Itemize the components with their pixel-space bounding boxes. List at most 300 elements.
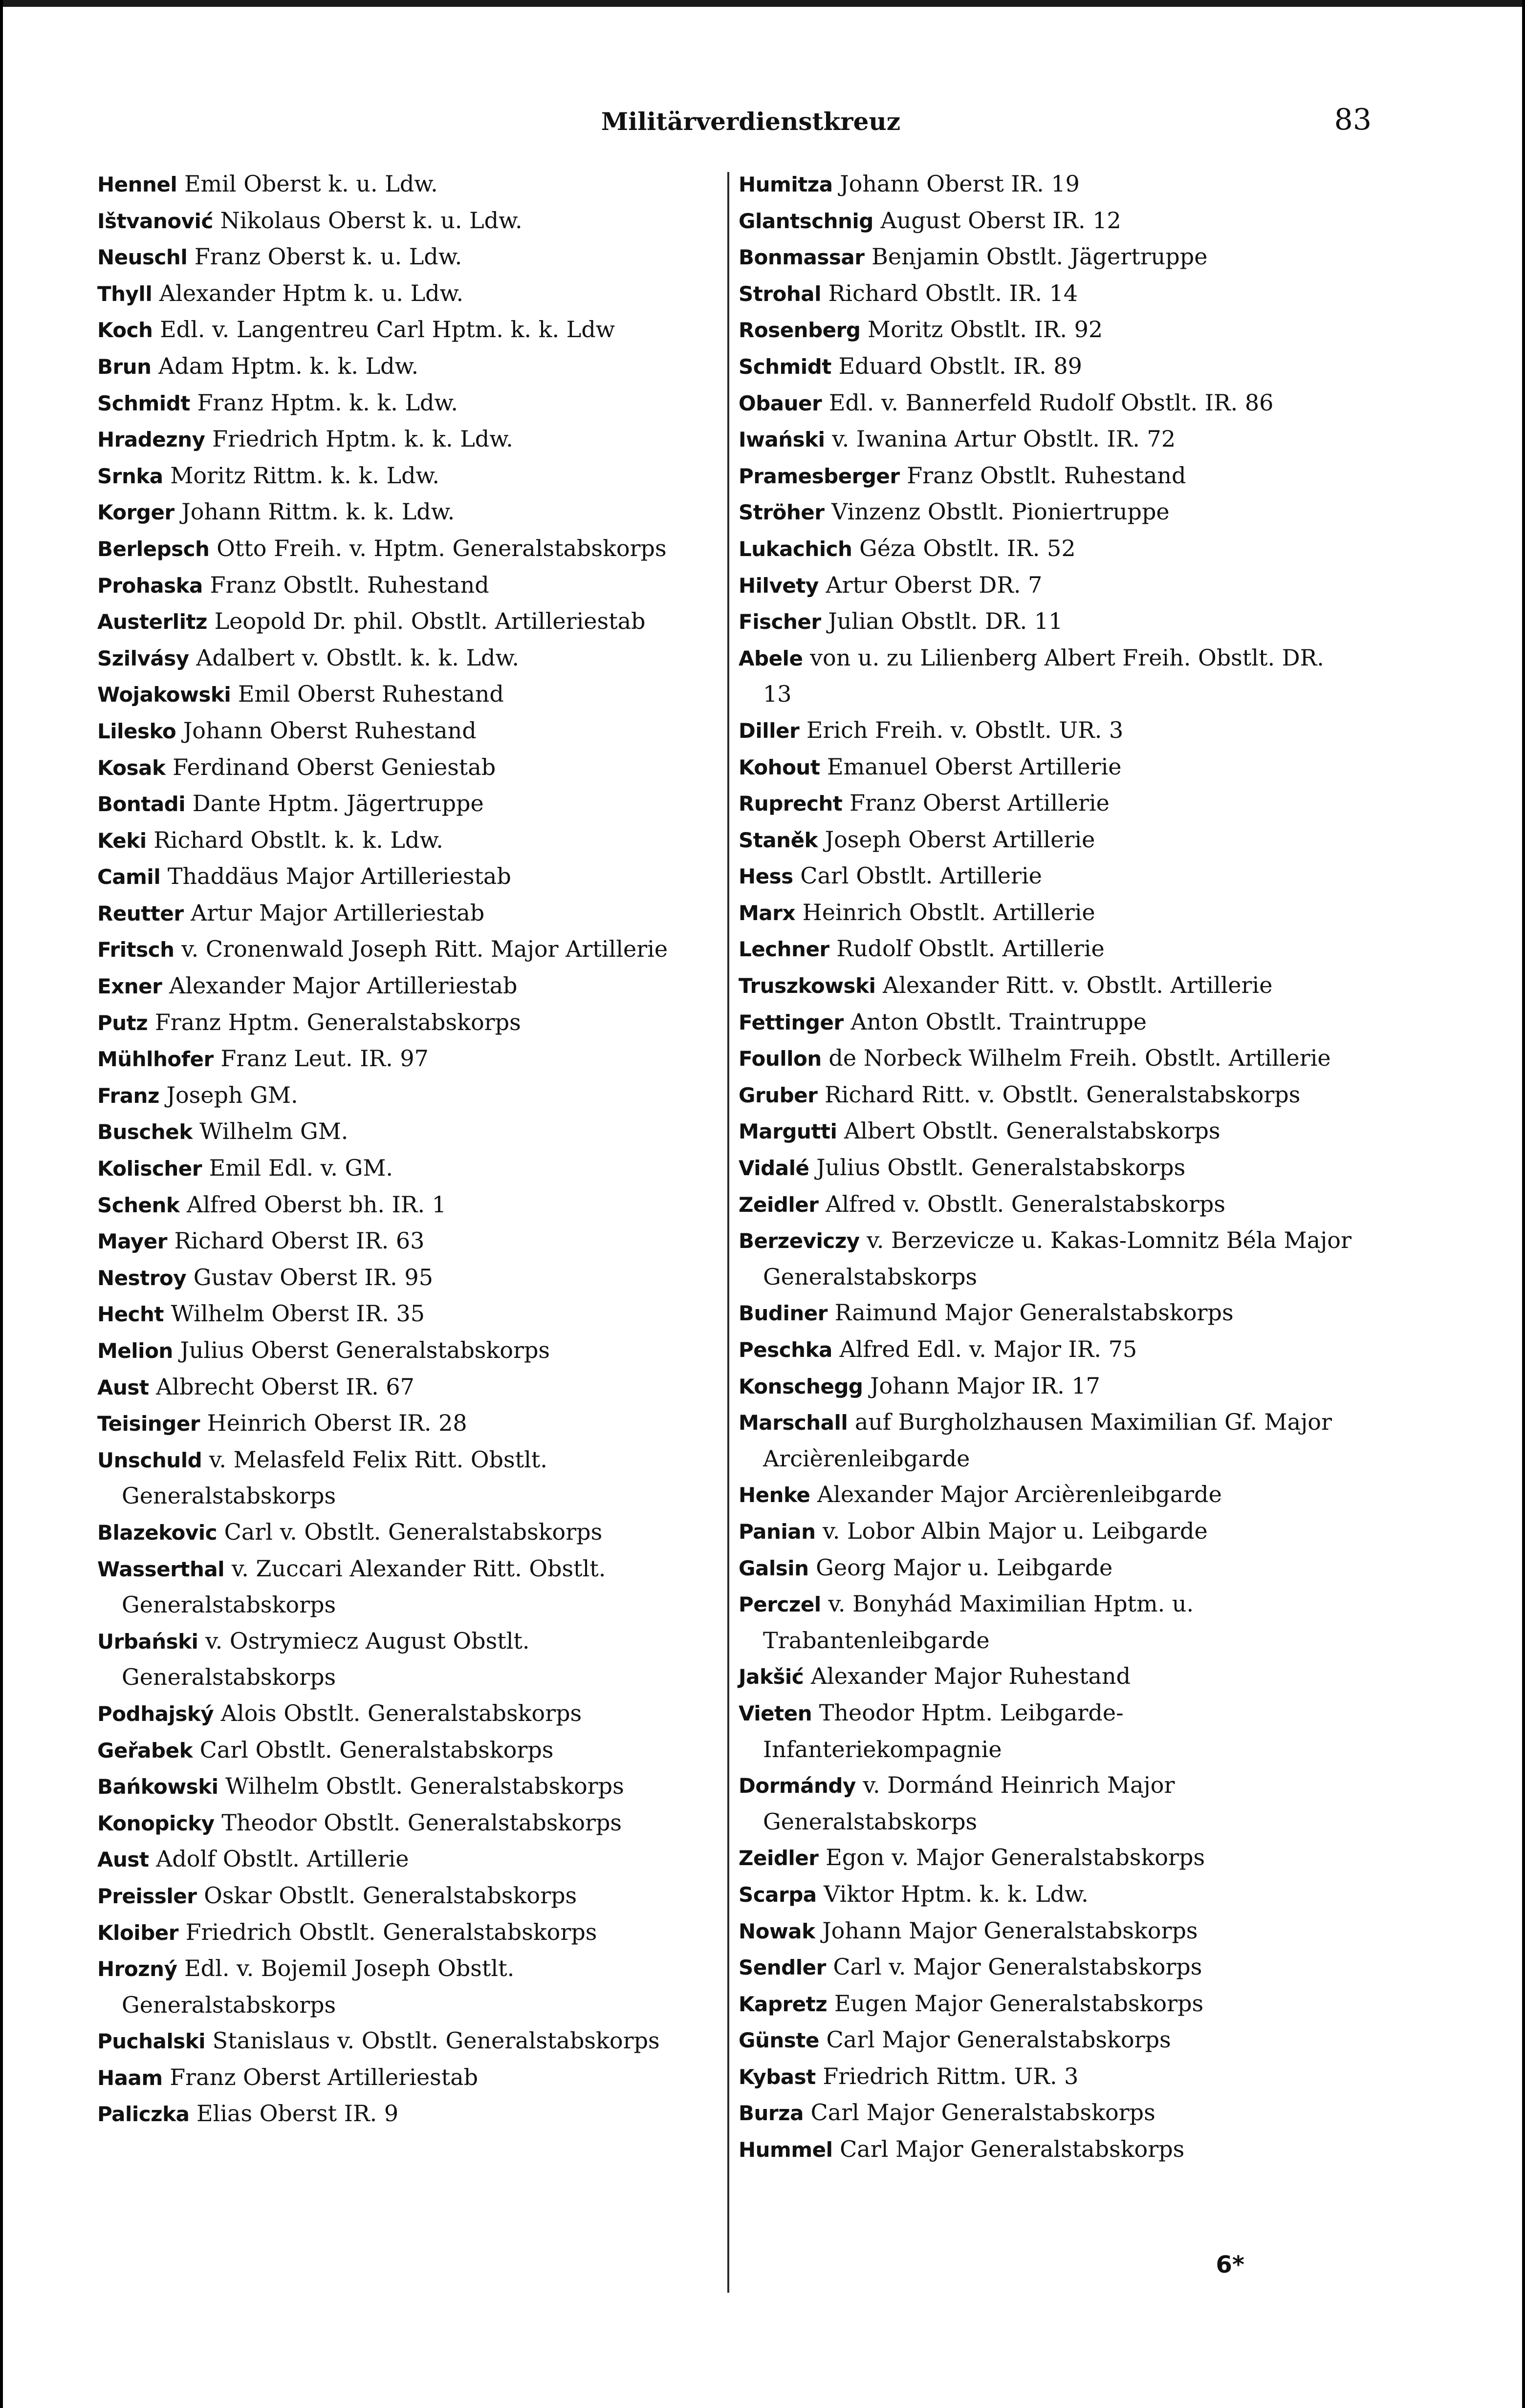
entry-details: Rudolf Obstlt. Artillerie: [836, 935, 1105, 962]
list-item: [97, 1732, 713, 1769]
entry-surname: Kloiber: [97, 1920, 178, 1945]
entry-details: Alexander Ritt. v. Obstlt. Artillerie: [883, 972, 1273, 999]
list-item: [97, 1551, 713, 1623]
entry-surname: Bonmassar: [739, 245, 865, 270]
entry-surname: Kybast: [739, 2064, 816, 2089]
sheet-signature: 6*: [1216, 2251, 1244, 2279]
entry-details: Artur Major Artilleriestab: [191, 899, 485, 926]
list-item: [97, 531, 713, 567]
list-item: [739, 494, 1359, 531]
list-item: [739, 531, 1359, 567]
list-item: [739, 1295, 1359, 1332]
entry-surname: Jakšić: [739, 1665, 804, 1689]
list-item: [97, 786, 713, 822]
entry-surname: Teisinger: [97, 1412, 200, 1436]
entry-details: Richard Obstlt. IR. 14: [828, 280, 1078, 306]
entry-details: Raimund Major Generalstabskorps: [834, 1299, 1234, 1326]
entry-details: Benjamin Obstlt. Jägertruppe: [871, 243, 1208, 270]
entry-surname: Fettinger: [739, 1010, 844, 1034]
entry-details: Friedrich Hptm. k. k. Ldw.: [212, 426, 513, 452]
entry-surname: Zeidler: [739, 1192, 819, 1217]
entry-surname: Berzeviczy: [739, 1229, 860, 1253]
entry-surname: Ištvanović: [97, 209, 213, 233]
entry-surname: Gruber: [739, 1083, 818, 1107]
entry-surname: Rosenberg: [739, 318, 861, 343]
entry-surname: Melion: [97, 1339, 173, 1363]
entry-details: Richard Obstlt. k. k. Ldw.: [153, 826, 443, 853]
list-item: [97, 931, 713, 968]
entry-surname: Bańkowski: [97, 1775, 218, 1799]
list-item: [97, 1878, 713, 1914]
entry-surname: Hecht: [97, 1302, 164, 1327]
list-item: [739, 166, 1359, 203]
list-item: [739, 348, 1359, 385]
entry-surname: Geřabek: [97, 1738, 193, 1763]
entry-details: Emil Oberst k. u. Ldw.: [184, 171, 438, 197]
entry-details: Franz Leut. IR. 97: [220, 1045, 429, 1072]
list-item: [97, 1041, 713, 1077]
page-sheet: [3, 0, 1522, 2408]
entry-details: Emil Edl. v. GM.: [209, 1155, 393, 1182]
scan-edge: [3, 0, 1522, 7]
entry-details: Carl Major Generalstabskorps: [810, 2099, 1155, 2126]
entry-details: v. Zuccari Alexander Ritt. Obstlt. Generalstabskorps: [122, 1555, 606, 1618]
list-item: [97, 1914, 713, 1951]
entry-details: Johann Oberst Ruhestand: [183, 717, 477, 744]
list-item: [97, 750, 713, 786]
entry-details: Eugen Major Generalstabskorps: [834, 1990, 1204, 2017]
list-item: [97, 968, 713, 1005]
entry-surname: Wojakowski: [97, 683, 231, 707]
entry-details: Leopold Dr. phil. Obstlt. Artilleriestab: [214, 608, 646, 635]
entry-surname: Urbański: [97, 1629, 198, 1654]
entry-surname: Foullon: [739, 1047, 822, 1071]
entry-details: Ferdinand Oberst Geniestab: [173, 753, 496, 780]
entry-surname: Hradezny: [97, 428, 205, 452]
entry-surname: Vidalé: [739, 1156, 809, 1181]
entry-details: Eduard Obstlt. IR. 89: [838, 352, 1082, 379]
list-item: [739, 1513, 1359, 1550]
entry-surname: Diller: [739, 718, 800, 743]
entry-details: v. Bonyhád Maximilian Hptm. u. Trabantenleibgarde: [763, 1591, 1194, 1654]
list-item: [97, 1077, 713, 1114]
entry-surname: Brun: [97, 354, 152, 379]
entry-surname: Glantschnig: [739, 209, 873, 233]
list-item: [97, 1768, 713, 1805]
entry-details: Edl. v. Bojemil Joseph Obstlt. Generalstabskorps: [122, 1955, 515, 2018]
list-item: [97, 640, 713, 677]
entry-details: v. Cronenwald Joseph Ritt. Major Artillerie: [181, 936, 668, 963]
entry-details: Joseph Oberst Artillerie: [825, 826, 1095, 853]
list-item: [739, 2095, 1359, 2131]
list-item: [97, 421, 713, 458]
entry-surname: Iwański: [739, 428, 825, 452]
entry-surname: Paliczka: [97, 2102, 190, 2127]
list-item: [97, 1442, 713, 1514]
entry-surname: Dormándy: [739, 1774, 856, 1798]
entry-details: Theodor Hptm. Leibgarde-Infanteriekompagnie: [763, 1699, 1124, 1763]
entry-details: Alexander Major Ruhestand: [810, 1663, 1131, 1690]
entry-details: Wilhelm GM.: [199, 1118, 349, 1145]
entry-surname: Schmidt: [739, 354, 831, 379]
entry-details: Julius Oberst Generalstabskorps: [180, 1337, 550, 1363]
entry-surname: Pramesberger: [739, 464, 900, 488]
list-item: [97, 1696, 713, 1732]
list-item: [97, 603, 713, 640]
entry-details: Moritz Rittm. k. k. Ldw.: [170, 462, 440, 489]
entry-surname: Lukachich: [739, 537, 852, 561]
list-item: [97, 567, 713, 604]
entry-details: Johann Oberst IR. 19: [840, 171, 1080, 197]
list-item: [739, 1949, 1359, 1986]
entry-details: Carl v. Obstlt. Generalstabskorps: [224, 1518, 603, 1545]
list-item: [97, 312, 713, 348]
entry-details: Erich Freih. v. Obstlt. UR. 3: [806, 716, 1124, 743]
list-item: [739, 1404, 1359, 1477]
entry-details: Adolf Obstlt. Artillerie: [156, 1846, 409, 1872]
list-item: [97, 385, 713, 422]
entry-details: von u. zu Lilienberg Albert Freih. Obstlt. DR. 13: [763, 644, 1324, 708]
list-item: [739, 2131, 1359, 2168]
list-item: [97, 1187, 713, 1224]
entry-details: v. Ostrymiecz August Obstlt. Generalstabskorps: [122, 1627, 530, 1691]
entry-surname: Sendler: [739, 1956, 826, 1980]
entry-surname: Thyll: [97, 281, 152, 306]
list-item: [97, 1114, 713, 1150]
entry-surname: Lilesko: [97, 719, 176, 743]
entry-surname: Staněk: [739, 828, 818, 852]
entry-surname: Humitza: [739, 172, 833, 196]
entry-surname: Lechner: [739, 937, 829, 962]
entry-surname: Bontadi: [97, 792, 186, 817]
entry-surname: Obauer: [739, 391, 822, 415]
list-item: [739, 1840, 1359, 1876]
list-item: [739, 2059, 1359, 2095]
list-item: [97, 239, 713, 276]
list-item: [97, 1405, 713, 1442]
entry-surname: Panian: [739, 1519, 816, 1544]
list-item: [97, 348, 713, 385]
list-item: [97, 1841, 713, 1878]
list-item: [97, 1805, 713, 1842]
entry-details: Carl v. Major Generalstabskorps: [833, 1954, 1202, 1980]
entry-details: Viktor Hptm. k. k. Ldw.: [824, 1880, 1089, 1907]
entry-details: Alexander Major Arcièrenleibgarde: [817, 1481, 1222, 1508]
entry-details: de Norbeck Wilhelm Freih. Obstlt. Artillerie: [828, 1045, 1331, 1072]
list-item: [739, 931, 1359, 968]
entry-details: Thaddäus Major Artilleriestab: [167, 863, 511, 890]
entry-details: Carl Obstlt. Artillerie: [800, 862, 1042, 889]
entry-details: v. Berzevicze u. Kakas-Lomnitz Béla Major Generalstabskorps: [763, 1227, 1351, 1290]
entry-details: Heinrich Obstlt. Artillerie: [802, 899, 1095, 925]
entry-details: Alfred Edl. v. Major IR. 75: [839, 1336, 1137, 1362]
entry-details: Friedrich Rittm. UR. 3: [823, 2063, 1079, 2089]
list-item: [739, 1040, 1359, 1077]
list-item: [97, 494, 713, 531]
entry-surname: Hennel: [97, 172, 177, 196]
entry-details: Franz Hptm. Generalstabskorps: [154, 1009, 521, 1035]
list-item: [739, 1550, 1359, 1587]
entry-details: Johann Major IR. 17: [870, 1372, 1100, 1399]
list-item: [97, 276, 713, 312]
list-item: [739, 276, 1359, 312]
entry-surname: Prohaska: [97, 573, 203, 598]
right-column: [739, 166, 1359, 2168]
entry-details: Alfred Oberst bh. IR. 1: [187, 1191, 446, 1218]
list-item: [97, 458, 713, 494]
list-item: [739, 749, 1359, 786]
entry-surname: Aust: [97, 1848, 149, 1872]
list-item: [739, 640, 1359, 712]
list-item: [739, 2022, 1359, 2059]
list-item: [97, 1623, 713, 1696]
entry-details: Nikolaus Oberst k. u. Ldw.: [220, 207, 523, 234]
entry-details: Alexander Hptm k. u. Ldw.: [159, 280, 464, 306]
entry-details: Alois Obstlt. Generalstabskorps: [220, 1699, 582, 1726]
entry-surname: Marx: [739, 901, 795, 925]
list-item: [739, 858, 1359, 895]
entry-surname: Budiner: [739, 1301, 828, 1326]
list-item: [739, 712, 1359, 749]
list-item: [97, 2096, 713, 2132]
entry-details: Franz Hptm. k. k. Ldw.: [197, 389, 458, 416]
entry-surname: Burza: [739, 2101, 804, 2126]
left-column: [97, 166, 713, 2132]
list-item: [97, 1005, 713, 1041]
entry-details: Johann Rittm. k. k. Ldw.: [181, 498, 455, 525]
entry-details: Heinrich Oberst IR. 28: [207, 1410, 467, 1437]
entry-surname: Nowak: [739, 1919, 815, 1943]
entry-surname: Truszkowski: [739, 974, 876, 998]
list-item: [739, 1658, 1359, 1695]
entry-details: Dante Hptm. Jägertruppe: [192, 790, 484, 817]
list-item: [739, 1477, 1359, 1513]
entry-surname: Peschka: [739, 1338, 832, 1362]
entry-surname: Abele: [739, 646, 803, 670]
entry-surname: Buschek: [97, 1120, 193, 1144]
entry-details: Alexander Major Artilleriestab: [169, 972, 518, 999]
list-item: [739, 458, 1359, 494]
list-item: [739, 1913, 1359, 1950]
entry-details: Franz Obstlt. Ruhestand: [210, 571, 489, 598]
list-item: [739, 968, 1359, 1004]
list-item: [97, 203, 713, 239]
entry-details: v. Melasfeld Felix Ritt. Obstlt. Generalstabskorps: [122, 1446, 547, 1509]
list-item: [97, 1260, 713, 1296]
list-item: [739, 1876, 1359, 1913]
entry-details: August Oberst IR. 12: [880, 207, 1121, 234]
list-item: [97, 713, 713, 750]
entry-details: v. Iwanina Artur Obstlt. IR. 72: [832, 426, 1176, 452]
list-item: [97, 1150, 713, 1187]
entry-details: Richard Ritt. v. Obstlt. Generalstabskorps: [824, 1081, 1301, 1108]
entry-surname: Keki: [97, 828, 147, 853]
entry-surname: Kosak: [97, 755, 166, 780]
entry-details: Wilhelm Obstlt. Generalstabskorps: [225, 1773, 624, 1800]
list-item: [97, 1296, 713, 1333]
entry-surname: Ströher: [739, 500, 825, 525]
entry-details: Georg Major u. Leibgarde: [816, 1554, 1113, 1581]
entry-details: v. Dormánd Heinrich Major Generalstabskorps: [763, 1772, 1175, 1835]
entry-details: Moritz Obstlt. IR. 92: [868, 316, 1103, 343]
list-item: [97, 1333, 713, 1369]
entry-details: Julius Obstlt. Generalstabskorps: [816, 1154, 1186, 1181]
page-number: 83: [1334, 103, 1372, 137]
list-item: [739, 1004, 1359, 1041]
entry-surname: Berlepsch: [97, 537, 210, 561]
list-item: [97, 2060, 713, 2096]
entry-surname: Konschegg: [739, 1374, 863, 1398]
entry-surname: Blazekovic: [97, 1520, 218, 1545]
entry-details: Oskar Obstlt. Generalstabskorps: [204, 1882, 577, 1909]
entry-details: auf Burgholzhausen Maximilian Gf. Major Arcièrenleibgarde: [763, 1409, 1332, 1472]
entry-surname: Hilvety: [739, 573, 819, 598]
entry-surname: Wasserthal: [97, 1557, 225, 1581]
entry-details: Artur Oberst DR. 7: [826, 571, 1043, 598]
list-item: [739, 1695, 1359, 1767]
list-item: [739, 1368, 1359, 1405]
entry-details: Richard Oberst IR. 63: [174, 1227, 425, 1254]
entry-surname: Exner: [97, 974, 162, 999]
entry-surname: Nestroy: [97, 1266, 187, 1290]
entry-surname: Austerlitz: [97, 610, 207, 634]
list-item: [97, 859, 713, 895]
entry-surname: Hrozný: [97, 1957, 177, 1981]
entry-surname: Szilvásy: [97, 646, 189, 670]
page-title: Militärverdienstkreuz: [601, 107, 901, 136]
entry-surname: Mühlhofer: [97, 1047, 214, 1072]
column-divider: [727, 172, 729, 2293]
list-item: [97, 822, 713, 859]
entry-details: Carl Major Generalstabskorps: [826, 2026, 1171, 2053]
list-item: [739, 822, 1359, 859]
entry-surname: Camil: [97, 865, 161, 889]
entry-details: Egon v. Major Generalstabskorps: [826, 1844, 1205, 1871]
list-item: [739, 785, 1359, 822]
list-item: [739, 203, 1359, 239]
list-item: [739, 385, 1359, 422]
entry-surname: Ruprecht: [739, 792, 843, 816]
entry-details: Carl Major Generalstabskorps: [840, 2136, 1185, 2163]
entry-details: Albert Obstlt. Generalstabskorps: [844, 1118, 1220, 1144]
entry-details: Otto Freih. v. Hptm. Generalstabskorps: [217, 535, 667, 561]
list-item: [97, 1369, 713, 1406]
list-item: [97, 1514, 713, 1551]
list-item: [97, 895, 713, 932]
entry-details: Emil Oberst Ruhestand: [238, 681, 504, 708]
entry-surname: Reutter: [97, 901, 184, 925]
entry-details: Albrecht Oberst IR. 67: [156, 1373, 414, 1400]
entry-surname: Strohal: [739, 281, 822, 306]
entry-surname: Neuschl: [97, 245, 188, 270]
entry-details: Wilhelm Oberst IR. 35: [171, 1300, 425, 1327]
entry-surname: Schenk: [97, 1193, 180, 1217]
entry-surname: Podhajský: [97, 1701, 214, 1726]
entry-details: v. Lobor Albin Major u. Leibgarde: [823, 1517, 1208, 1544]
entry-surname: Kapretz: [739, 1992, 828, 2016]
entry-details: Edl. v. Bannerfeld Rudolf Obstlt. IR. 86: [828, 389, 1274, 416]
entry-surname: Kolischer: [97, 1157, 202, 1181]
entry-surname: Preissler: [97, 1884, 197, 1908]
entry-details: Alfred v. Obstlt. Generalstabskorps: [826, 1190, 1225, 1217]
list-item: [739, 1223, 1359, 1295]
entry-details: Adam Hptm. k. k. Ldw.: [158, 352, 419, 379]
entry-details: Carl Obstlt. Generalstabskorps: [199, 1736, 554, 1763]
entry-surname: Galsin: [739, 1556, 809, 1580]
entry-surname: Mayer: [97, 1229, 167, 1254]
entry-details: Franz Oberst Artilleriestab: [170, 2064, 479, 2090]
entry-details: Joseph GM.: [166, 1081, 298, 1108]
entry-details: Anton Obstlt. Traintruppe: [850, 1008, 1147, 1035]
entry-surname: Vieten: [739, 1701, 812, 1725]
entry-details: Gustav Oberst IR. 95: [193, 1264, 433, 1290]
entry-surname: Marschall: [739, 1411, 848, 1435]
entry-details: Adalbert v. Obstlt. k. k. Ldw.: [196, 644, 520, 671]
entry-surname: Franz: [97, 1083, 159, 1108]
list-item: [739, 603, 1359, 640]
entry-surname: Aust: [97, 1375, 149, 1399]
list-item: [739, 1986, 1359, 2022]
list-item: [739, 1150, 1359, 1186]
list-item: [739, 1332, 1359, 1368]
entry-details: Géza Obstlt. IR. 52: [859, 535, 1076, 561]
entry-details: Elias Oberst IR. 9: [196, 2100, 399, 2127]
entry-surname: Schmidt: [97, 391, 190, 415]
list-item: [97, 2023, 713, 2060]
list-item: [739, 421, 1359, 458]
entry-surname: Henke: [739, 1483, 810, 1507]
list-item: [97, 1951, 713, 2023]
entry-details: Franz Oberst Artillerie: [850, 790, 1110, 817]
entry-surname: Puchalski: [97, 2029, 206, 2054]
entry-details: Emanuel Oberst Artillerie: [827, 753, 1122, 780]
list-item: [739, 1077, 1359, 1114]
entry-details: Edl. v. Langentreu Carl Hptm. k. k. Ldw: [160, 316, 615, 343]
list-item: [739, 567, 1359, 604]
entry-surname: Scarpa: [739, 1882, 817, 1907]
entry-surname: Margutti: [739, 1119, 837, 1144]
list-item: [739, 239, 1359, 276]
entry-surname: Günste: [739, 2028, 819, 2053]
entry-surname: Fischer: [739, 610, 821, 634]
entry-surname: Korger: [97, 500, 174, 525]
entry-surname: Fritsch: [97, 938, 174, 962]
entry-surname: Hummel: [739, 2138, 833, 2162]
entry-surname: Srnka: [97, 464, 163, 488]
list-item: [97, 1223, 713, 1260]
entry-surname: Konopicky: [97, 1811, 215, 1835]
entry-details: Friedrich Obstlt. Generalstabskorps: [185, 1918, 597, 1945]
entry-surname: Zeidler: [739, 1846, 819, 1870]
list-item: [739, 1186, 1359, 1223]
entry-details: Julian Obstlt. DR. 11: [828, 608, 1063, 635]
entry-details: Theodor Obstlt. Generalstabskorps: [221, 1809, 622, 1836]
list-item: [739, 895, 1359, 931]
list-item: [97, 676, 713, 713]
entry-surname: Haam: [97, 2065, 163, 2090]
entry-surname: Koch: [97, 318, 153, 343]
entry-details: Franz Obstlt. Ruhestand: [907, 462, 1186, 489]
list-item: [97, 166, 713, 203]
list-item: [739, 1767, 1359, 1840]
list-item: [739, 1113, 1359, 1150]
list-item: [739, 312, 1359, 348]
entry-surname: Kohout: [739, 755, 820, 779]
entry-surname: Putz: [97, 1010, 148, 1035]
entry-details: Johann Major Generalstabskorps: [822, 1917, 1198, 1944]
entry-surname: Unschuld: [97, 1448, 202, 1472]
entry-surname: Hess: [739, 864, 793, 889]
